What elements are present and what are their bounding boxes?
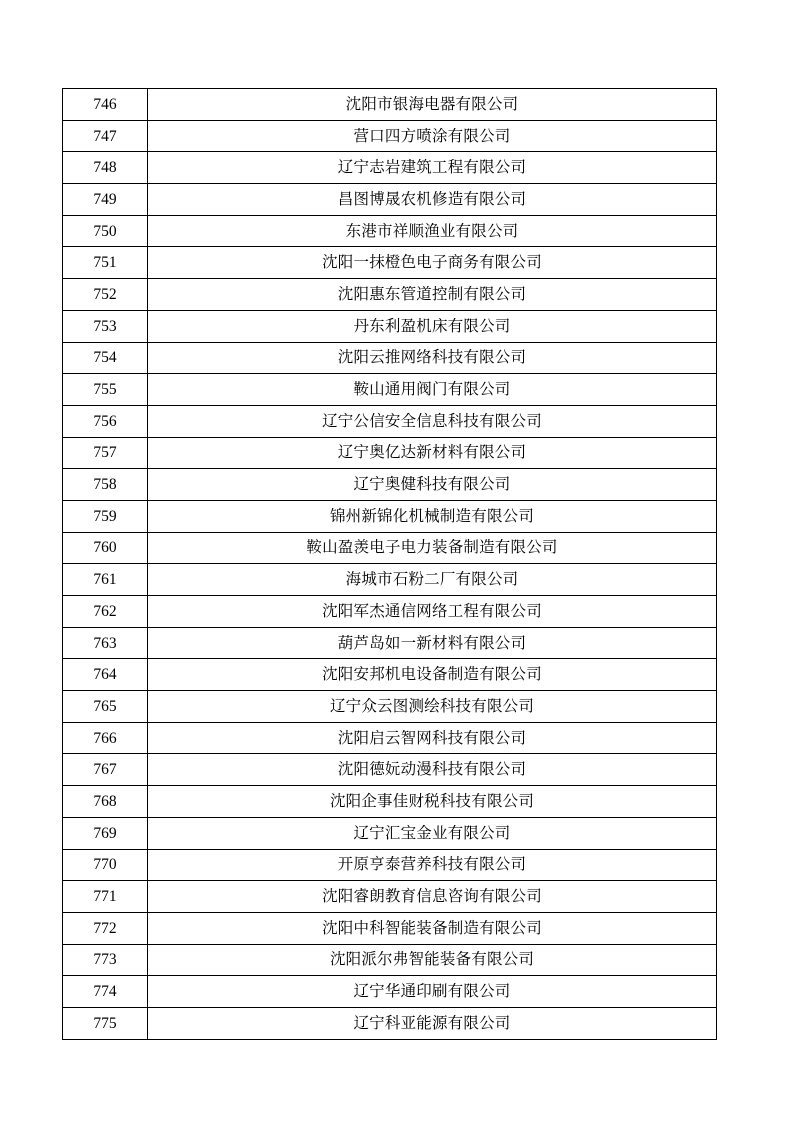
row-number: 763	[63, 627, 148, 659]
enterprise-name: 辽宁志岩建筑工程有限公司	[148, 152, 717, 184]
row-number: 746	[63, 89, 148, 121]
table-row	[63, 89, 717, 121]
row-number: 748	[63, 152, 148, 184]
row-number: 770	[63, 849, 148, 881]
enterprise-name: 东港市祥顺渔业有限公司	[148, 215, 717, 247]
row-number: 768	[63, 786, 148, 818]
table-row	[63, 405, 717, 437]
row-number: 761	[63, 564, 148, 596]
enterprise-name: 营口四方喷涂有限公司	[148, 120, 717, 152]
row-number: 765	[63, 691, 148, 723]
enterprise-name: 沈阳派尔弗智能装备有限公司	[148, 944, 717, 976]
table-row	[63, 786, 717, 818]
enterprise-name: 辽宁汇宝金业有限公司	[148, 817, 717, 849]
row-number: 747	[63, 120, 148, 152]
enterprise-name: 辽宁科亚能源有限公司	[148, 1007, 717, 1039]
row-number: 771	[63, 881, 148, 913]
table-row	[63, 342, 717, 374]
table-row	[63, 469, 717, 501]
enterprise-name: 沈阳安邦机电设备制造有限公司	[148, 659, 717, 691]
table-row	[63, 1007, 717, 1039]
enterprise-name: 辽宁公信安全信息科技有限公司	[148, 405, 717, 437]
table-row	[63, 247, 717, 279]
table-row	[63, 881, 717, 913]
enterprise-name: 辽宁奥健科技有限公司	[148, 469, 717, 501]
row-number: 760	[63, 532, 148, 564]
enterprise-name: 锦州新锦化机械制造有限公司	[148, 500, 717, 532]
table-row	[63, 754, 717, 786]
row-number: 751	[63, 247, 148, 279]
row-number: 754	[63, 342, 148, 374]
table-row	[63, 976, 717, 1008]
table-row	[63, 849, 717, 881]
enterprise-name: 鞍山盈羡电子电力装备制造有限公司	[148, 532, 717, 564]
enterprise-name: 丹东利盈机床有限公司	[148, 310, 717, 342]
table-row	[63, 215, 717, 247]
enterprise-name: 沈阳云推网络科技有限公司	[148, 342, 717, 374]
row-number: 756	[63, 405, 148, 437]
enterprise-name: 沈阳企事佳财税科技有限公司	[148, 786, 717, 818]
table-row	[63, 691, 717, 723]
table-row	[63, 120, 717, 152]
enterprise-name: 沈阳惠东管道控制有限公司	[148, 279, 717, 311]
enterprise-name: 鞍山通用阀门有限公司	[148, 374, 717, 406]
table-row	[63, 564, 717, 596]
row-number: 764	[63, 659, 148, 691]
enterprise-name: 沈阳一抹橙色电子商务有限公司	[148, 247, 717, 279]
table-row	[63, 184, 717, 216]
table-row	[63, 944, 717, 976]
enterprise-name: 沈阳德妧动漫科技有限公司	[148, 754, 717, 786]
table-body	[63, 89, 717, 1040]
row-number: 762	[63, 596, 148, 628]
row-number: 749	[63, 184, 148, 216]
table-row	[63, 310, 717, 342]
enterprise-name: 辽宁奥亿达新材料有限公司	[148, 437, 717, 469]
table-row	[63, 596, 717, 628]
row-number: 769	[63, 817, 148, 849]
table-row	[63, 817, 717, 849]
row-number: 767	[63, 754, 148, 786]
enterprise-name: 昌图博晟农机修造有限公司	[148, 184, 717, 216]
row-number: 750	[63, 215, 148, 247]
row-number: 753	[63, 310, 148, 342]
enterprise-name: 沈阳军杰通信网络工程有限公司	[148, 596, 717, 628]
row-number: 773	[63, 944, 148, 976]
row-number: 774	[63, 976, 148, 1008]
row-number: 752	[63, 279, 148, 311]
enterprise-name: 葫芦岛如一新材料有限公司	[148, 627, 717, 659]
table-row	[63, 627, 717, 659]
table-row	[63, 500, 717, 532]
enterprise-name: 辽宁众云图测绘科技有限公司	[148, 691, 717, 723]
table-row	[63, 722, 717, 754]
row-number: 772	[63, 912, 148, 944]
table-row	[63, 532, 717, 564]
table-row	[63, 437, 717, 469]
enterprise-name: 沈阳睿朗教育信息咨询有限公司	[148, 881, 717, 913]
row-number: 766	[63, 722, 148, 754]
table-row	[63, 152, 717, 184]
row-number: 775	[63, 1007, 148, 1039]
table-row	[63, 279, 717, 311]
row-number: 755	[63, 374, 148, 406]
enterprise-name: 开原亨泰营养科技有限公司	[148, 849, 717, 881]
table-row	[63, 912, 717, 944]
enterprise-list-table	[62, 88, 717, 1040]
enterprise-name: 海城市石粉二厂有限公司	[148, 564, 717, 596]
row-number: 759	[63, 500, 148, 532]
table-row	[63, 659, 717, 691]
row-number: 757	[63, 437, 148, 469]
table-row	[63, 374, 717, 406]
enterprise-name: 沈阳中科智能装备制造有限公司	[148, 912, 717, 944]
row-number: 758	[63, 469, 148, 501]
enterprise-name: 沈阳启云智网科技有限公司	[148, 722, 717, 754]
enterprise-name: 辽宁华通印刷有限公司	[148, 976, 717, 1008]
enterprise-name: 沈阳市银海电器有限公司	[148, 89, 717, 121]
